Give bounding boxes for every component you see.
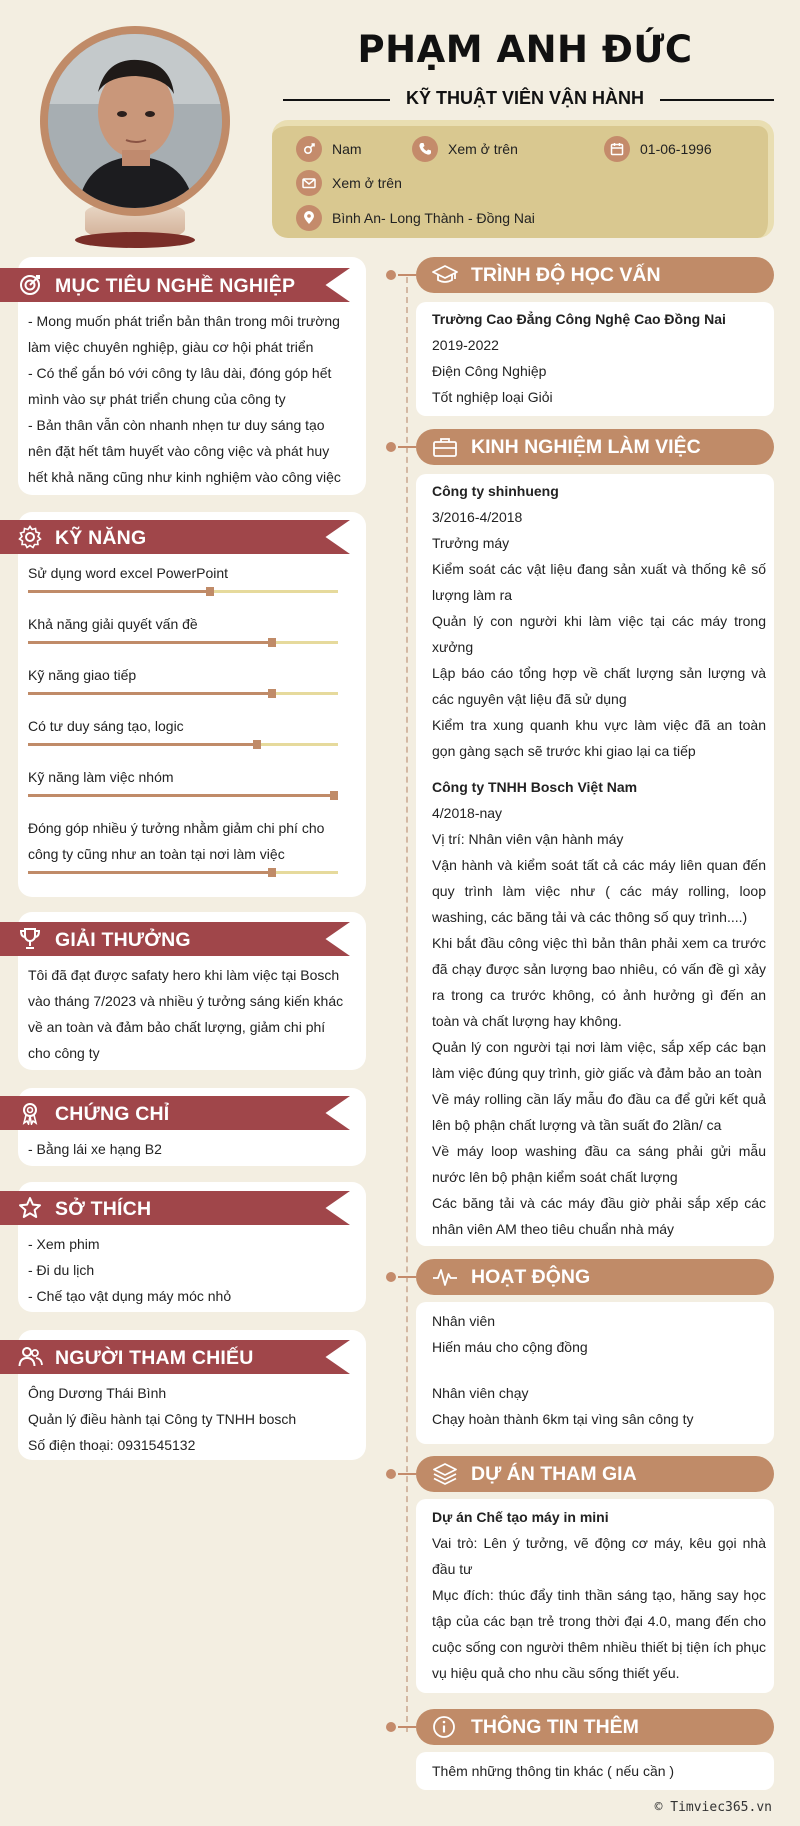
extra-heading: THÔNG TIN THÊM: [416, 1709, 774, 1745]
references-heading: NGƯỜI THAM CHIẾU: [0, 1340, 350, 1374]
timeline-line: [406, 277, 408, 1732]
layers-icon: [432, 1462, 458, 1486]
list-item: - Đi du lịch: [28, 1262, 95, 1278]
avatar: [40, 26, 230, 246]
skills-heading: KỸ NĂNG: [0, 520, 350, 554]
calendar-icon: [604, 136, 630, 162]
hobbies-heading: SỞ THÍCH: [0, 1191, 350, 1225]
briefcase-icon: [432, 435, 458, 459]
skill-item: Đóng góp nhiều ý tưởng nhằm giảm chi phí cho công ty cũng như an toàn tại nơi làm việc: [28, 815, 338, 874]
skill-item: Kỹ năng làm việc nhóm: [28, 764, 338, 797]
list-item: Quản lý điều hành tại Công ty TNHH bosch: [28, 1411, 297, 1427]
education-content: Trường Cao Đẳng Công Nghệ Cao Đồng Nai 2019-2022 Điện Công Nghiệp Tốt nghiệp loại Giỏi: [432, 311, 726, 405]
target-icon: [18, 273, 44, 297]
star-icon: [18, 1196, 44, 1220]
list-item: - Xem phim: [28, 1236, 100, 1252]
info-phone: Xem ở trên: [412, 136, 518, 162]
info-address: Bình An- Long Thành - Đồng Nai: [296, 205, 535, 231]
profile-photo: [48, 34, 222, 208]
experience-heading: KINH NGHIỆM LÀM VIỆC: [416, 429, 774, 465]
trophy-icon: [18, 927, 44, 951]
job-title: KỸ THUẬT VIÊN VẬN HÀNH: [405, 88, 644, 108]
info-email: Xem ở trên: [296, 170, 402, 196]
gear-icon: [18, 525, 44, 549]
certificates-text: - Bằng lái xe hạng B2: [28, 1141, 162, 1157]
contact-info-box: [272, 120, 774, 238]
activity-pulse-icon: [432, 1265, 458, 1289]
phone-icon: [412, 136, 438, 162]
title-divider-right: [660, 99, 774, 101]
awards-text: Tôi đã đạt được safaty hero khi làm việc tại Bosch vào tháng 7/2023 và nhiều ý tưởng sáng kiến khác về an toàn và đảm bảo chất lượng, giảm chi phí cho công ty: [28, 967, 344, 1061]
title-divider-left: [283, 99, 390, 101]
skill-item: Kỹ năng giao tiếp: [28, 662, 338, 695]
projects-content: Dự án Chế tạo máy in mini Vai trò: Lên ý tưởng, vẽ động cơ máy, kêu gọi nhà đầu tư Mục đích: thúc đẩy tinh thần sáng tạo, hăng say học tập của các bạn trẻ trong thời đại 4.0, mang đến cho cuộc sống con người thêm nhiều thiết bị tiện ích phục vụ hiệu quả cho nhu cầu sống thiết yếu.: [432, 1509, 766, 1681]
location-pin-icon: [296, 205, 322, 231]
mail-icon: [296, 170, 322, 196]
certificate-icon: [18, 1101, 44, 1125]
company-name: Công ty shinhueng: [432, 483, 559, 499]
certificates-heading: CHỨNG CHỈ: [0, 1096, 350, 1130]
candidate-name: PHẠM ANH ĐỨC: [357, 28, 693, 71]
footer-copyright: © Timviec365.vn: [654, 1800, 772, 1815]
awards-heading: GIẢI THƯỞNG: [0, 922, 350, 956]
projects-heading: DỰ ÁN THAM GIA: [416, 1456, 774, 1492]
skill-item: Có tư duy sáng tạo, logic: [28, 713, 338, 746]
info-gender: Nam: [296, 136, 362, 162]
objective-heading: MỤC TIÊU NGHỀ NGHIỆP: [0, 268, 350, 302]
references-list: [28, 1380, 348, 1458]
skill-item: Khả năng giải quyết vấn đề: [28, 611, 338, 644]
activities-heading: HOẠT ĐỘNG: [416, 1259, 774, 1295]
list-item: - Chế tạo vật dụng máy móc nhỏ: [28, 1288, 232, 1304]
gender-icon: [296, 136, 322, 162]
info-icon: [432, 1715, 458, 1739]
experience-content: Công ty shinhueng 3/2016-4/2018 Trưởng máy Kiểm soát các vật liệu đang sản xuất và thống kê số lượng làm ra Quản lý con người khi làm việc tại các máy trong xưởng Lập báo cáo tổng hợp về chất lượng sản lượng và các nguyên vật liệu đã sử dụng Kiểm tra xung quanh khu vực làm việc đã an toàn gọn gàng sạch sẽ trước khi giao lại ca tiếp Công ty TNHH Bosch Việt Nam 4/2018-nay Vị trí: Nhân viên vận hành máy Vận hành và kiểm soát tất cả các máy liên quan đến quy trình làm việc như ( các máy rolling, loop washing, các băng tải và các thông số quy trình....) Khi bắt đầu công việc thì bản thân phải xem ca trước đã chạy được sản lượng bao nhiêu, có vấn đề gì xảy ra trong ca trước không, có ảnh hưởng gì đến an toàn và chất lượng hay không. Quản lý con người tại nơi làm việc, sắp xếp các bạn làm việc đúng quy trình, giờ giấc và đảm bảo an toàn Về máy rolling cần lấy mẫu đo đầu ca để gửi kết quả lên bộ phận chất lượng và tần suất đo 2lần/ ca Về máy loop washing đầu ca sáng phải gửi mẫu nước lên bộ phận kiểm soát chất lượng Các băng tải và các máy đầu giờ phải sắp xếp các nhân viên AM theo tiêu chuẩn nhà máy: [432, 478, 766, 1242]
hobbies-list: [28, 1231, 348, 1309]
extra-text: Thêm những thông tin khác ( nếu cần ): [432, 1763, 675, 1779]
skill-item: Sử dụng word excel PowerPoint: [28, 560, 338, 593]
graduation-cap-icon: [432, 263, 458, 287]
objective-text: - Mong muốn phát triển bản thân trong môi trường làm việc chuyên nghiệp, giàu cơ hội phát triển - Có thể gắn bó với công ty lâu dài, đóng góp hết mình vào sự phát triển chung của công ty - Bản thân vẫn còn nhanh nhẹn tư duy sáng tạo nên đặt hết tâm huyết vào công việc và phát huy hết khả năng cũng như kinh nghiệm vào công việc: [28, 313, 341, 485]
activities-content: Nhân viên Hiến máu cho cộng đồng Nhân viên chạy Chạy hoàn thành 6km tại vìng sân công ty: [432, 1313, 694, 1427]
list-item: Số điện thoại: 0931545132: [28, 1437, 196, 1453]
users-icon: [18, 1345, 44, 1369]
list-item: Ông Dương Thái Bình: [28, 1385, 167, 1401]
info-dob: 01-06-1996: [604, 136, 712, 162]
education-heading: TRÌNH ĐỘ HỌC VẤN: [416, 257, 774, 293]
company-name: Công ty TNHH Bosch Việt Nam: [432, 779, 638, 795]
